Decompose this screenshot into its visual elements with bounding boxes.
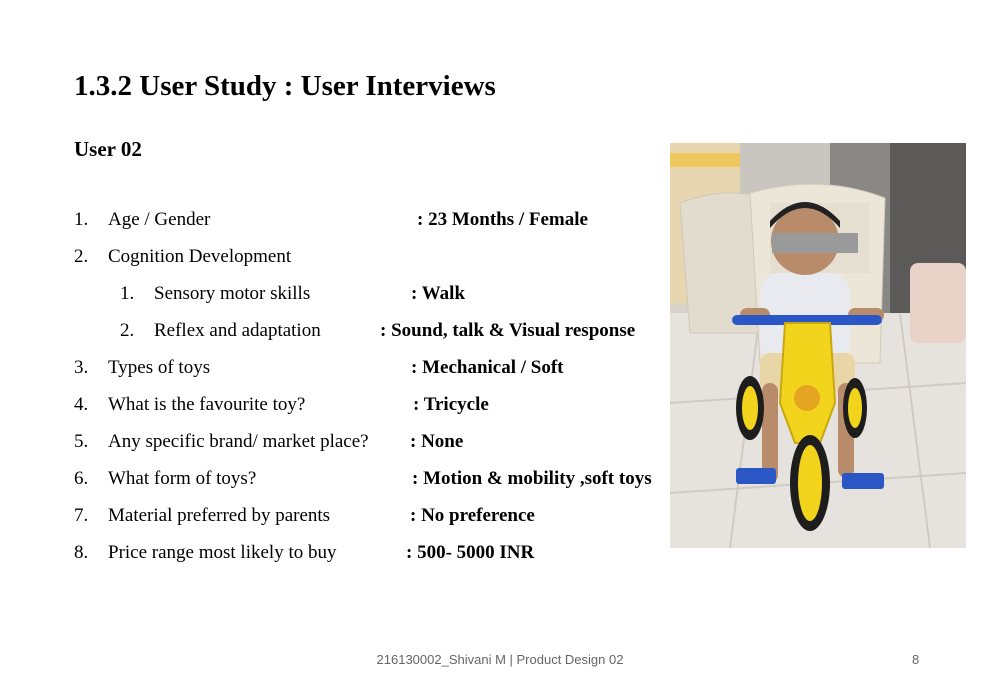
- question-label: What is the favourite toy?: [108, 394, 306, 415]
- user-label: User 02: [74, 137, 142, 161]
- question-answer: : Sound, talk & Visual response: [380, 320, 636, 341]
- question-label: Any specific brand/ market place?: [108, 431, 369, 452]
- question-answer: : None: [410, 431, 464, 452]
- question-number: 2.: [120, 320, 135, 341]
- question-answer: : Tricycle: [413, 394, 489, 415]
- question-answer: : Motion & mobility ,soft toys: [412, 468, 652, 489]
- question-answer: : Mechanical / Soft: [411, 357, 564, 378]
- question-answer: : No preference: [410, 505, 535, 526]
- question-label: Price range most likely to buy: [108, 542, 337, 563]
- question-number: 3.: [74, 357, 89, 378]
- question-number: 4.: [74, 394, 89, 415]
- question-label: Reflex and adaptation: [154, 320, 321, 341]
- question-label: Material preferred by parents: [108, 505, 331, 526]
- question-number: 2.: [74, 246, 89, 267]
- question-number: 1.: [120, 283, 135, 304]
- user-photo: [670, 143, 966, 548]
- question-number: 7.: [74, 505, 89, 526]
- page-number: 8: [912, 652, 920, 667]
- question-label: Age / Gender: [108, 209, 211, 230]
- question-answer: : 23 Months / Female: [417, 209, 588, 230]
- question-number: 8.: [74, 542, 89, 563]
- footer-credit: 216130002_Shivani M | Product Design 02: [376, 652, 624, 667]
- slide-title: 1.3.2 User Study : User Interviews: [74, 70, 496, 102]
- question-number: 6.: [74, 468, 89, 489]
- question-number: 5.: [74, 431, 89, 452]
- question-answer: : Walk: [411, 283, 466, 304]
- question-number: 1.: [74, 209, 89, 230]
- question-label: What form of toys?: [108, 468, 257, 489]
- question-label: Sensory motor skills: [154, 283, 311, 304]
- question-label: Cognition Development: [108, 246, 292, 267]
- question-answer: : 500- 5000 INR: [406, 542, 535, 563]
- question-label: Types of toys: [108, 357, 211, 378]
